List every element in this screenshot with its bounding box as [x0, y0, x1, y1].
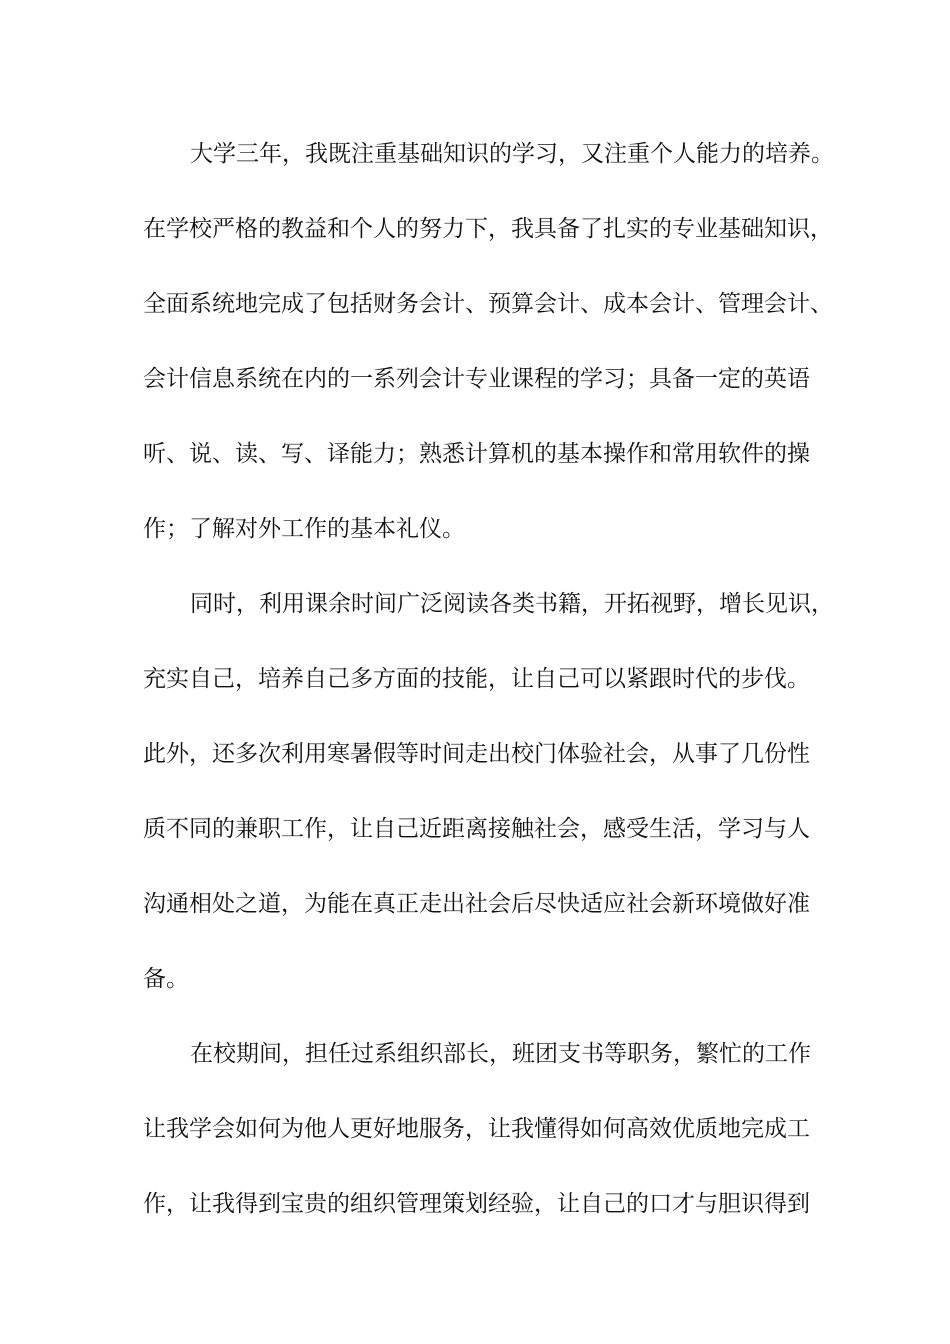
paragraph-3-line-3: 作，让我得到宝贵的组织管理策划经验，让自己的口才与胆识得到 — [143, 1191, 810, 1217]
paragraph-2-line-6: 备。 — [143, 966, 189, 992]
paragraph-1-line-6: 作；了解对外工作的基本礼仪。 — [143, 516, 465, 542]
paragraph-3-line-2: 让我学会如何为他人更好地服务，让我懂得如何高效优质地完成工 — [143, 1116, 810, 1142]
paragraph-3-line-1: 在校期间，担任过系组织部长，班团支书等职务，繁忙的工作 — [190, 1041, 811, 1067]
paragraph-2-line-5: 沟通相处之道，为能在真正走出社会后尽快适应社会新环境做好准 — [143, 891, 810, 917]
paragraph-1-line-3: 全面系统地完成了包括财务会计、预算会计、成本会计、管理会计、 — [143, 291, 833, 317]
paragraph-1-line-4: 会计信息系统在内的一系列会计专业课程的学习；具备一定的英语 — [143, 366, 810, 392]
paragraph-2-line-1: 同时，利用课余时间广泛阅读各类书籍，开拓视野，增长见识， — [190, 591, 834, 617]
paragraph-2-line-4: 质不同的兼职工作，让自己近距离接触社会，感受生活，学习与人 — [143, 816, 810, 842]
paragraph-2-line-3: 此外，还多次利用寒暑假等时间走出校门体验社会，从事了几份性 — [143, 741, 810, 767]
paragraph-2-line-2: 充实自己，培养自己多方面的技能，让自己可以紧跟时代的步伐。 — [143, 666, 810, 692]
paragraph-1-line-5: 听、说、读、写、译能力；熟悉计算机的基本操作和常用软件的操 — [143, 441, 810, 467]
paragraph-1-line-1: 大学三年，我既注重基础知识的学习，又注重个人能力的培养。 — [190, 141, 834, 167]
paragraph-1-line-2: 在学校严格的教益和个人的努力下，我具备了扎实的专业基础知识， — [143, 216, 833, 242]
